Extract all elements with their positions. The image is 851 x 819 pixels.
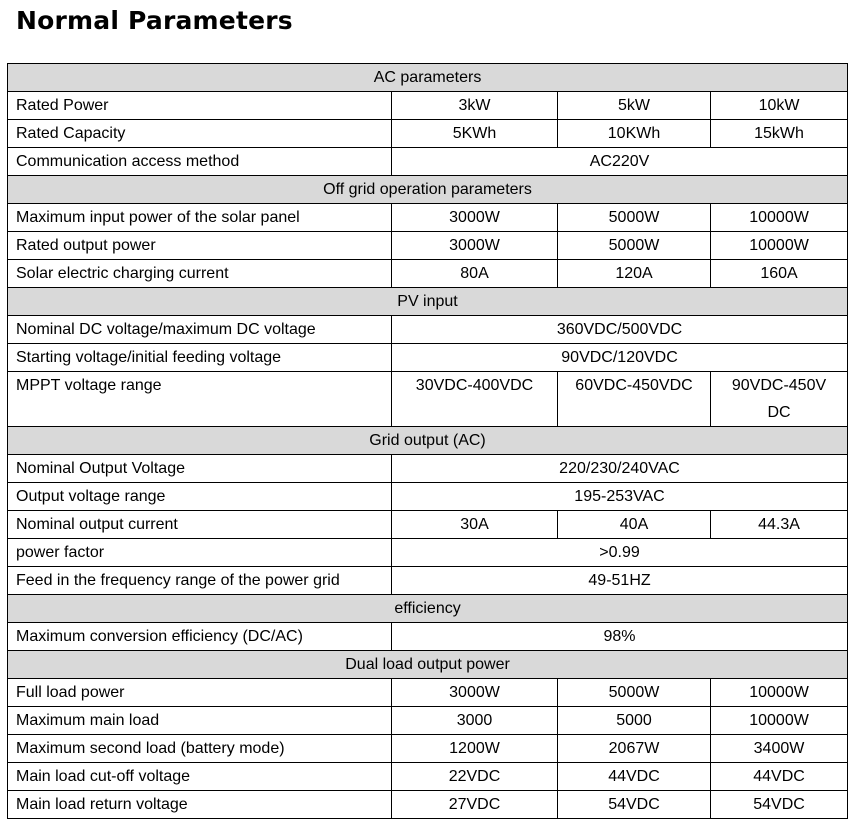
row-value: 120A [558, 260, 711, 288]
table-row [8, 623, 848, 651]
row-value: 15kWh [711, 120, 848, 148]
row-value: 5000 [558, 707, 711, 735]
table-row [8, 455, 848, 483]
row-value: 90VDC/120VDC [392, 344, 848, 372]
table-row [8, 120, 848, 148]
table-row [8, 148, 848, 176]
row-value: 30A [392, 511, 558, 539]
row-value: 30VDC-400VDC [392, 372, 558, 427]
row-label: Full load power [8, 679, 392, 707]
section-header-row [8, 288, 848, 316]
section-heading: Off grid operation parameters [8, 176, 848, 204]
row-label: Maximum second load (battery mode) [8, 735, 392, 763]
row-value: 10KWh [558, 120, 711, 148]
row-value: AC220V [392, 148, 848, 176]
row-value: 10000W [711, 679, 848, 707]
table-row [8, 679, 848, 707]
row-value: 44VDC [558, 763, 711, 791]
row-value: 3000W [392, 204, 558, 232]
page-title: Normal Parameters [16, 6, 293, 35]
table-row [8, 763, 848, 791]
row-value: 54VDC [558, 791, 711, 819]
row-value: 80A [392, 260, 558, 288]
row-value: 3400W [711, 735, 848, 763]
table-row [8, 511, 848, 539]
table-row [8, 344, 848, 372]
row-value: 5000W [558, 232, 711, 260]
row-value: 44.3A [711, 511, 848, 539]
row-value: 3000W [392, 679, 558, 707]
row-value: 40A [558, 511, 711, 539]
row-label: MPPT voltage range [8, 372, 392, 427]
row-label: Main load cut-off voltage [8, 763, 392, 791]
row-value: 195-253VAC [392, 483, 848, 511]
section-header-row [8, 176, 848, 204]
table-row [8, 791, 848, 819]
row-label: Feed in the frequency range of the power grid [8, 567, 392, 595]
section-header-row [8, 427, 848, 455]
row-value: 44VDC [711, 763, 848, 791]
row-label: Maximum main load [8, 707, 392, 735]
row-label: Solar electric charging current [8, 260, 392, 288]
table-row [8, 232, 848, 260]
row-value: 220/230/240VAC [392, 455, 848, 483]
row-label: Communication access method [8, 148, 392, 176]
row-value: 10000W [711, 204, 848, 232]
row-value: 5KWh [392, 120, 558, 148]
row-label: power factor [8, 539, 392, 567]
row-value: 360VDC/500VDC [392, 316, 848, 344]
row-value: 10kW [711, 92, 848, 120]
section-header-row [8, 651, 848, 679]
row-label: Nominal output current [8, 511, 392, 539]
row-value: 2067W [558, 735, 711, 763]
section-heading: PV input [8, 288, 848, 316]
row-value: 54VDC [711, 791, 848, 819]
row-value: 5kW [558, 92, 711, 120]
section-header-row [8, 64, 848, 92]
table-row [8, 372, 848, 427]
row-value: >0.99 [392, 539, 848, 567]
table-row [8, 707, 848, 735]
table-row [8, 735, 848, 763]
table-row [8, 92, 848, 120]
parameters-table [7, 63, 848, 819]
table-row [8, 260, 848, 288]
row-value: 90VDC-450V DC [711, 372, 848, 427]
row-label: Nominal Output Voltage [8, 455, 392, 483]
row-label: Starting voltage/initial feeding voltage [8, 344, 392, 372]
row-value: 60VDC-450VDC [558, 372, 711, 427]
row-label: Main load return voltage [8, 791, 392, 819]
row-value: 10000W [711, 232, 848, 260]
row-value: 5000W [558, 679, 711, 707]
section-heading: efficiency [8, 595, 848, 623]
row-label: Rated output power [8, 232, 392, 260]
section-header-row [8, 595, 848, 623]
row-value: 10000W [711, 707, 848, 735]
row-label: Nominal DC voltage/maximum DC voltage [8, 316, 392, 344]
section-heading: Grid output (AC) [8, 427, 848, 455]
row-value: 22VDC [392, 763, 558, 791]
table-row [8, 483, 848, 511]
row-label: Rated Capacity [8, 120, 392, 148]
row-value: 160A [711, 260, 848, 288]
row-label: Maximum input power of the solar panel [8, 204, 392, 232]
table-row [8, 539, 848, 567]
row-value: 1200W [392, 735, 558, 763]
row-label: Rated Power [8, 92, 392, 120]
row-label: Maximum conversion efficiency (DC/AC) [8, 623, 392, 651]
row-value: 3kW [392, 92, 558, 120]
row-value: 49-51HZ [392, 567, 848, 595]
section-heading: Dual load output power [8, 651, 848, 679]
row-value: 3000 [392, 707, 558, 735]
row-label: Output voltage range [8, 483, 392, 511]
row-value: 3000W [392, 232, 558, 260]
table-row [8, 567, 848, 595]
row-value: 98% [392, 623, 848, 651]
table-row [8, 204, 848, 232]
section-heading: AC parameters [8, 64, 848, 92]
row-value: 5000W [558, 204, 711, 232]
row-value: 27VDC [392, 791, 558, 819]
table-row [8, 316, 848, 344]
